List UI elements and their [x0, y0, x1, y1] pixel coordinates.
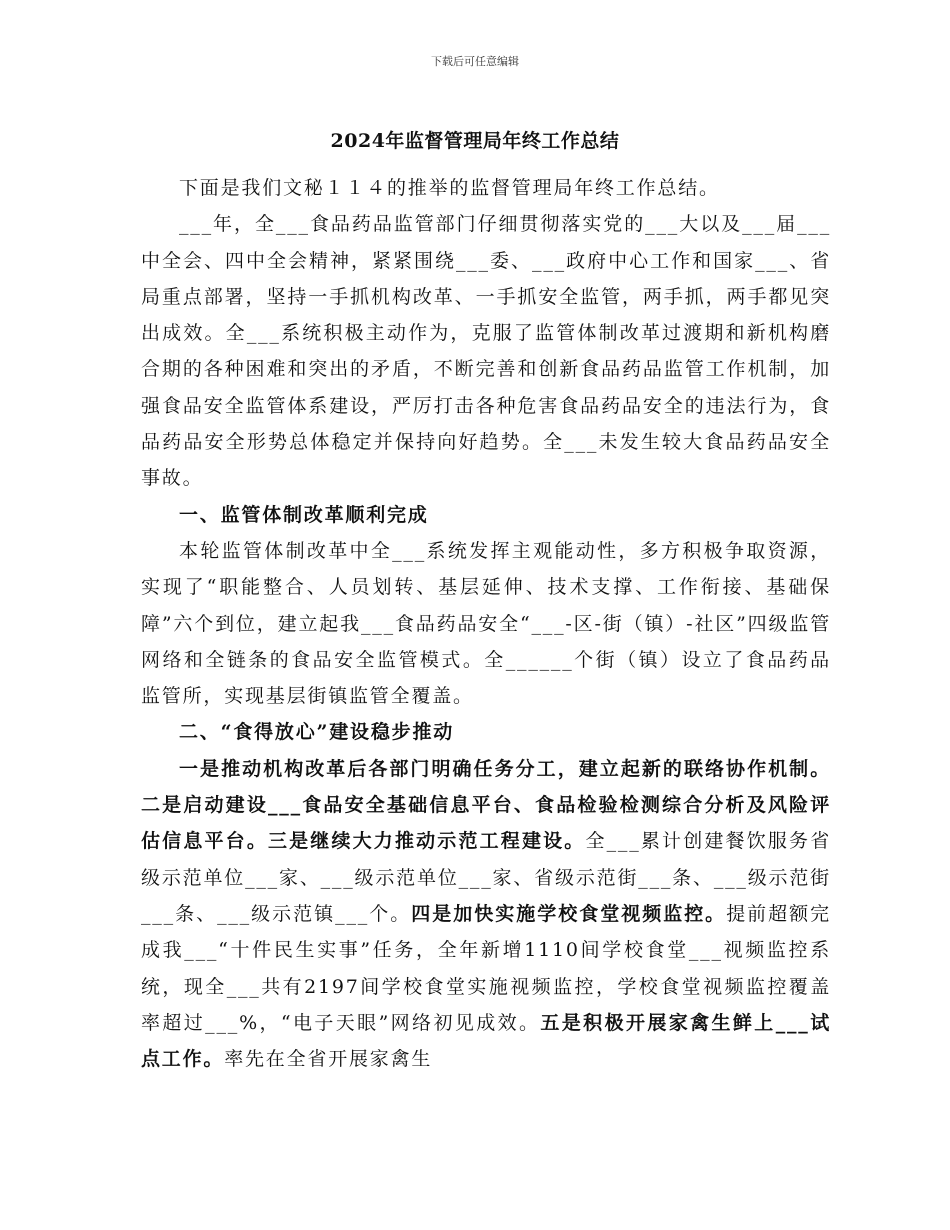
paragraph-1: ___年，全___食品药品监管部门仔细贯彻落实党的___大以及___届___中全会、四中全会精神，紧紧围绕___委、___政府中心工作和国家___、省局重点部署，坚持一手抓机构改革、一手抓安全监管，两手抓，两手都见突出成效。全___系统积极主动作为，克服了监管体制改革过渡期和新机构磨合期的各种困难和突出的矛盾，不断完善和创新食品药品监管工作机制，加强食品安全监管体系建设，严厉打击各种危害食品药品安全的违法行为，食品药品安全形势总体稳定并保持向好趋势。全___未发生较大食品药品安全事故。 — [141, 213, 831, 490]
intro-paragraph: 下面是我们文秘１１４的推举的监督管理局年终工作总结。 — [179, 177, 720, 199]
document-title: 2024年监督管理局年终工作总结 — [330, 130, 620, 152]
paragraph-3 — [141, 751, 831, 1078]
section-heading-2: 二、“食得放心”建设稳步推动 — [179, 721, 455, 744]
body-text-1: 全___累计创建餐饮服务省级示范单位___家、___级示范单位___家、省级示范街___条、___级示范街___条、___级示范镇___个。 — [141, 830, 831, 925]
bold-lead-2: 四是加快实施学校食堂视频监控。 — [411, 902, 727, 925]
bold-lead-3: 五是积极开展家禽生鲜上___试点工作。 — [141, 1011, 831, 1071]
section-heading-1: 一、监管体制改革顺利完成 — [179, 503, 429, 526]
body-text-2: 提前超额完成我___“十件民生实事”任务，全年新增1110间学校食堂___视频监控系统，现全___共有2197间学校食堂实施视频监控，学校食堂视频监控覆盖率超过___%，“电子天眼”网络初见成效。 — [141, 902, 831, 1034]
bold-lead-1: 一是推动机构改革后各部门明确任务分工，建立起新的联络协作机制。二是启动建设___食品安全基础信息平台、食品检验检测综合分析及风险评估信息平台。三是继续大力推动示范工程建设。 — [141, 757, 831, 853]
document-body — [141, 170, 831, 1077]
paragraph-2: 本轮监管体制改革中全___系统发挥主观能动性，多方积极争取资源，实现了“职能整合、人员划转、基层延伸、技术支撑、工作衔接、基础保障”六个到位，建立起我___食品药品安全“___-区-街（镇）-社区”四级监管网络和全链条的食品安全监管模式。全______个街（镇）设立了食品药品监管所，实现基层街镇监管全覆盖。 — [141, 539, 831, 708]
page-header-note: 下载后可任意编辑 — [431, 55, 519, 68]
body-text-3: 率先在全省开展家禽生 — [224, 1048, 433, 1071]
